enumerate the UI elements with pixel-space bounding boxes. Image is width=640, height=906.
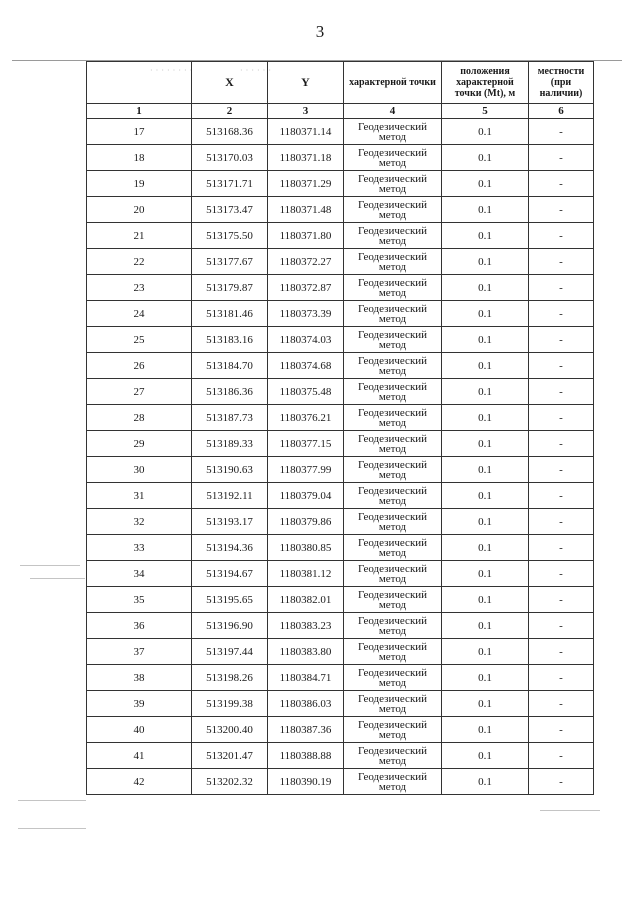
accuracy-cell: 0.1 [442, 457, 529, 483]
locality-cell: - [529, 431, 594, 457]
table-row [87, 353, 594, 379]
y-coordinate-cell: 1180372.27 [268, 249, 344, 275]
x-coordinate-cell: 513194.67 [192, 561, 268, 587]
y-coordinate-cell: 1180382.01 [268, 587, 344, 613]
accuracy-cell: 0.1 [442, 353, 529, 379]
accuracy-cell: 0.1 [442, 509, 529, 535]
scan-artifact: · · · · · · · · [150, 66, 193, 75]
column-number: 4 [344, 104, 442, 119]
method-cell: Геодезический метод [344, 665, 442, 691]
scan-artifact [20, 565, 80, 566]
y-coordinate-cell: 1180371.80 [268, 223, 344, 249]
method-cell: Геодезический метод [344, 587, 442, 613]
column-number: 2 [192, 104, 268, 119]
x-coordinate-cell: 513199.38 [192, 691, 268, 717]
y-coordinate-cell: 1180376.21 [268, 405, 344, 431]
locality-cell: - [529, 691, 594, 717]
accuracy-cell: 0.1 [442, 743, 529, 769]
table-body [87, 119, 594, 795]
column-number: 6 [529, 104, 594, 119]
point-number-cell: 35 [87, 587, 192, 613]
method-cell: Геодезический метод [344, 275, 442, 301]
y-coordinate-cell: 1180377.99 [268, 457, 344, 483]
locality-cell: - [529, 483, 594, 509]
x-coordinate-cell: 513193.17 [192, 509, 268, 535]
x-coordinate-cell: 513190.63 [192, 457, 268, 483]
point-number-cell: 18 [87, 145, 192, 171]
table-row [87, 275, 594, 301]
y-coordinate-cell: 1180372.87 [268, 275, 344, 301]
header-cell-number [87, 62, 192, 104]
accuracy-cell: 0.1 [442, 275, 529, 301]
x-coordinate-cell: 513175.50 [192, 223, 268, 249]
locality-cell: - [529, 275, 594, 301]
point-number-cell: 32 [87, 509, 192, 535]
accuracy-cell: 0.1 [442, 171, 529, 197]
method-cell: Геодезический метод [344, 639, 442, 665]
table-row [87, 327, 594, 353]
y-coordinate-cell: 1180374.03 [268, 327, 344, 353]
locality-cell: - [529, 717, 594, 743]
y-coordinate-cell: 1180371.14 [268, 119, 344, 145]
table-row [87, 691, 594, 717]
coordinates-table [86, 61, 594, 795]
method-cell: Геодезический метод [344, 769, 442, 795]
locality-cell: - [529, 405, 594, 431]
method-cell: Геодезический метод [344, 717, 442, 743]
x-coordinate-cell: 513201.47 [192, 743, 268, 769]
x-coordinate-cell: 513198.26 [192, 665, 268, 691]
accuracy-cell: 0.1 [442, 665, 529, 691]
accuracy-cell: 0.1 [442, 197, 529, 223]
table-row [87, 561, 594, 587]
accuracy-cell: 0.1 [442, 431, 529, 457]
method-cell: Геодезический метод [344, 301, 442, 327]
locality-cell: - [529, 301, 594, 327]
table-row [87, 717, 594, 743]
column-number-row [87, 104, 594, 119]
x-coordinate-cell: 513177.67 [192, 249, 268, 275]
scan-artifact [540, 810, 600, 811]
accuracy-cell: 0.1 [442, 587, 529, 613]
point-number-cell: 30 [87, 457, 192, 483]
accuracy-cell: 0.1 [442, 223, 529, 249]
locality-cell: - [529, 509, 594, 535]
locality-cell: - [529, 379, 594, 405]
point-number-cell: 34 [87, 561, 192, 587]
table-row [87, 639, 594, 665]
accuracy-cell: 0.1 [442, 639, 529, 665]
method-cell: Геодезический метод [344, 691, 442, 717]
accuracy-cell: 0.1 [442, 327, 529, 353]
point-number-cell: 40 [87, 717, 192, 743]
x-coordinate-cell: 513192.11 [192, 483, 268, 509]
x-coordinate-cell: 513197.44 [192, 639, 268, 665]
table-row [87, 145, 594, 171]
locality-cell: - [529, 353, 594, 379]
page-number: 3 [315, 22, 325, 41]
accuracy-cell: 0.1 [442, 613, 529, 639]
x-coordinate-cell: 513189.33 [192, 431, 268, 457]
point-number-cell: 27 [87, 379, 192, 405]
table-row [87, 483, 594, 509]
locality-cell: - [529, 327, 594, 353]
table-row [87, 197, 594, 223]
x-coordinate-cell: 513173.47 [192, 197, 268, 223]
point-number-cell: 41 [87, 743, 192, 769]
column-number: 1 [87, 104, 192, 119]
point-number-cell: 42 [87, 769, 192, 795]
accuracy-cell: 0.1 [442, 301, 529, 327]
locality-cell: - [529, 457, 594, 483]
y-coordinate-cell: 1180379.86 [268, 509, 344, 535]
method-cell: Геодезический метод [344, 743, 442, 769]
table-row [87, 379, 594, 405]
y-coordinate-cell: 1180381.12 [268, 561, 344, 587]
column-number: 3 [268, 104, 344, 119]
scan-artifact: · · · · · · [240, 66, 272, 75]
x-coordinate-cell: 513168.36 [192, 119, 268, 145]
accuracy-cell: 0.1 [442, 405, 529, 431]
x-coordinate-cell: 513194.36 [192, 535, 268, 561]
method-cell: Геодезический метод [344, 431, 442, 457]
method-cell: Геодезический метод [344, 379, 442, 405]
accuracy-cell: 0.1 [442, 379, 529, 405]
point-number-cell: 21 [87, 223, 192, 249]
method-cell: Геодезический метод [344, 561, 442, 587]
locality-cell: - [529, 561, 594, 587]
header-accuracy: положения характерной точки (Mt), м [442, 62, 529, 104]
table-row [87, 223, 594, 249]
point-number-cell: 39 [87, 691, 192, 717]
x-coordinate-cell: 513170.03 [192, 145, 268, 171]
point-number-cell: 26 [87, 353, 192, 379]
locality-cell: - [529, 223, 594, 249]
y-coordinate-cell: 1180384.71 [268, 665, 344, 691]
y-coordinate-cell: 1180379.04 [268, 483, 344, 509]
method-cell: Геодезический метод [344, 249, 442, 275]
accuracy-cell: 0.1 [442, 249, 529, 275]
accuracy-cell: 0.1 [442, 119, 529, 145]
point-number-cell: 24 [87, 301, 192, 327]
table-row [87, 301, 594, 327]
method-cell: Геодезический метод [344, 405, 442, 431]
y-coordinate-cell: 1180387.36 [268, 717, 344, 743]
table-row [87, 171, 594, 197]
table-row [87, 743, 594, 769]
table-row [87, 587, 594, 613]
locality-cell: - [529, 119, 594, 145]
header-locality: местности (при наличии) [529, 62, 594, 104]
y-coordinate-cell: 1180380.85 [268, 535, 344, 561]
point-number-cell: 33 [87, 535, 192, 561]
y-coordinate-cell: 1180383.80 [268, 639, 344, 665]
locality-cell: - [529, 587, 594, 613]
method-cell: Геодезический метод [344, 353, 442, 379]
method-cell: Геодезический метод [344, 457, 442, 483]
point-number-cell: 37 [87, 639, 192, 665]
method-cell: Геодезический метод [344, 145, 442, 171]
locality-cell: - [529, 639, 594, 665]
method-cell: Геодезический метод [344, 327, 442, 353]
locality-cell: - [529, 171, 594, 197]
y-coordinate-cell: 1180374.68 [268, 353, 344, 379]
point-number-cell: 17 [87, 119, 192, 145]
x-coordinate-cell: 513184.70 [192, 353, 268, 379]
x-coordinate-cell: 513195.65 [192, 587, 268, 613]
x-coordinate-cell: 513187.73 [192, 405, 268, 431]
locality-cell: - [529, 769, 594, 795]
x-coordinate-cell: 513183.16 [192, 327, 268, 353]
y-coordinate-cell: 1180375.48 [268, 379, 344, 405]
accuracy-cell: 0.1 [442, 535, 529, 561]
point-number-cell: 23 [87, 275, 192, 301]
table-row [87, 535, 594, 561]
locality-cell: - [529, 613, 594, 639]
table-row [87, 405, 594, 431]
table-row [87, 509, 594, 535]
method-cell: Геодезический метод [344, 509, 442, 535]
table-row [87, 665, 594, 691]
y-coordinate-cell: 1180390.19 [268, 769, 344, 795]
header-x: X [192, 62, 268, 104]
scan-artifact [30, 578, 85, 579]
x-coordinate-cell: 513202.32 [192, 769, 268, 795]
method-cell: Геодезический метод [344, 223, 442, 249]
scan-artifact [18, 800, 86, 801]
y-coordinate-cell: 1180371.48 [268, 197, 344, 223]
table-row [87, 457, 594, 483]
point-number-cell: 19 [87, 171, 192, 197]
method-cell: Геодезический метод [344, 613, 442, 639]
point-number-cell: 38 [87, 665, 192, 691]
x-coordinate-cell: 513186.36 [192, 379, 268, 405]
y-coordinate-cell: 1180373.39 [268, 301, 344, 327]
locality-cell: - [529, 145, 594, 171]
y-coordinate-cell: 1180371.29 [268, 171, 344, 197]
table-row [87, 119, 594, 145]
x-coordinate-cell: 513200.40 [192, 717, 268, 743]
locality-cell: - [529, 249, 594, 275]
table-row [87, 769, 594, 795]
point-number-cell: 25 [87, 327, 192, 353]
y-coordinate-cell: 1180371.18 [268, 145, 344, 171]
x-coordinate-cell: 513171.71 [192, 171, 268, 197]
table-row [87, 431, 594, 457]
y-coordinate-cell: 1180386.03 [268, 691, 344, 717]
locality-cell: - [529, 535, 594, 561]
point-number-cell: 36 [87, 613, 192, 639]
accuracy-cell: 0.1 [442, 691, 529, 717]
x-coordinate-cell: 513181.46 [192, 301, 268, 327]
point-number-cell: 29 [87, 431, 192, 457]
point-number-cell: 31 [87, 483, 192, 509]
y-coordinate-cell: 1180383.23 [268, 613, 344, 639]
y-coordinate-cell: 1180377.15 [268, 431, 344, 457]
table-row [87, 613, 594, 639]
header-point: характерной точки [344, 62, 442, 104]
point-number-cell: 20 [87, 197, 192, 223]
accuracy-cell: 0.1 [442, 561, 529, 587]
accuracy-cell: 0.1 [442, 145, 529, 171]
locality-cell: - [529, 743, 594, 769]
method-cell: Геодезический метод [344, 197, 442, 223]
accuracy-cell: 0.1 [442, 769, 529, 795]
x-coordinate-cell: 513196.90 [192, 613, 268, 639]
header-y: Y [268, 62, 344, 104]
method-cell: Геодезический метод [344, 535, 442, 561]
method-cell: Геодезический метод [344, 171, 442, 197]
table-row [87, 249, 594, 275]
method-cell: Геодезический метод [344, 119, 442, 145]
accuracy-cell: 0.1 [442, 717, 529, 743]
locality-cell: - [529, 665, 594, 691]
locality-cell: - [529, 197, 594, 223]
method-cell: Геодезический метод [344, 483, 442, 509]
accuracy-cell: 0.1 [442, 483, 529, 509]
column-number: 5 [442, 104, 529, 119]
x-coordinate-cell: 513179.87 [192, 275, 268, 301]
point-number-cell: 22 [87, 249, 192, 275]
header-row [87, 62, 594, 104]
y-coordinate-cell: 1180388.88 [268, 743, 344, 769]
scan-artifact [18, 828, 86, 829]
point-number-cell: 28 [87, 405, 192, 431]
